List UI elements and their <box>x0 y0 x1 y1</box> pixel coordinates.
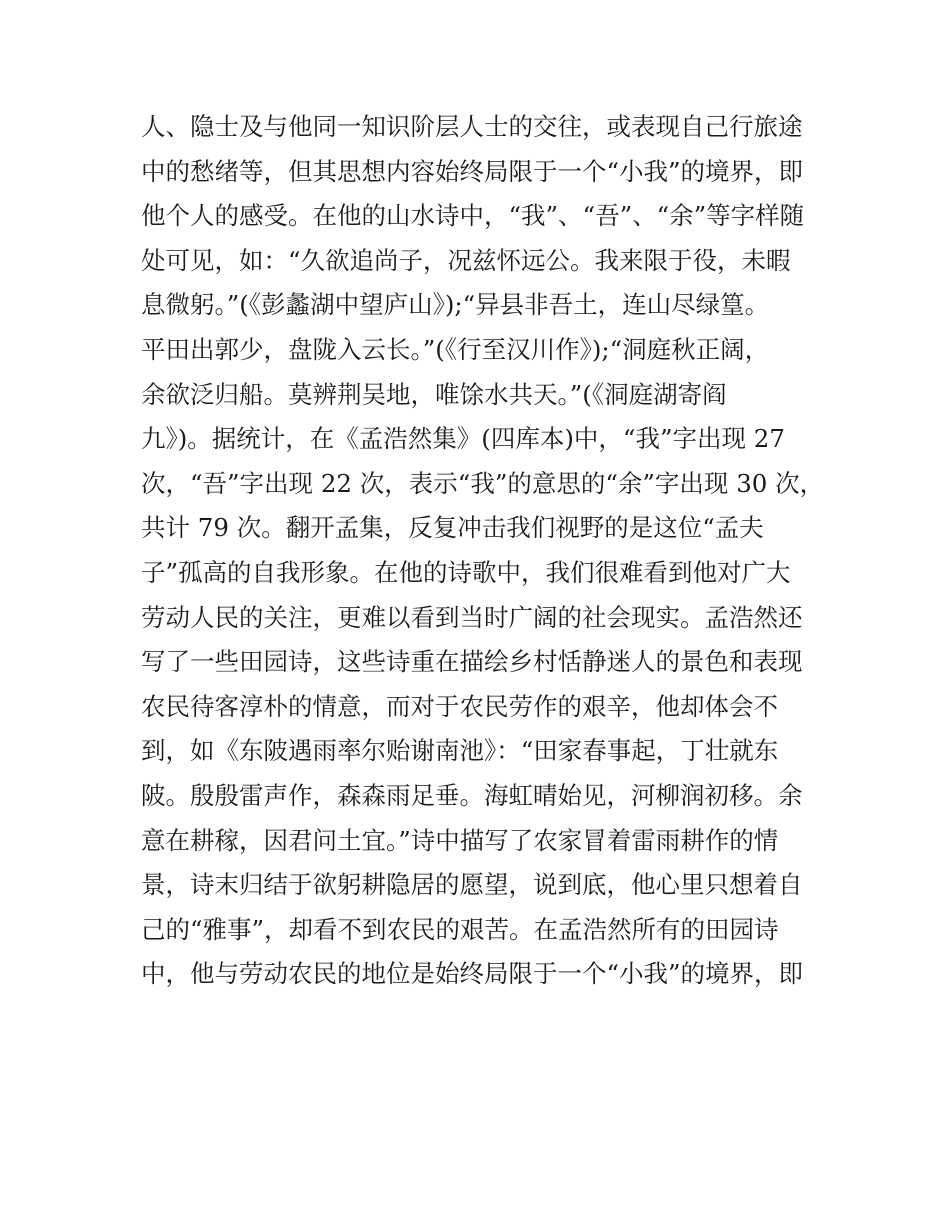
text-line: 共计 79 次。翻开孟集，反复冲击我们视野的是这位“孟夫 <box>141 513 764 543</box>
text-line: 写了一些田园诗，这些诗重在描绘乡村恬静迷人的景色和表现 <box>141 647 803 677</box>
text-line: 中的愁绪等，但其思想内容始终局限于一个“小我”的境界，即 <box>141 156 804 186</box>
text-line: 处可见，如：“久欲追尚子，况兹怀远公。我来限于役，未暇 <box>141 245 791 275</box>
text-line: 余欲泛归船。莫辨荆吴地，唯馀水共天。”(《洞庭湖寄阎 <box>141 379 727 409</box>
text-line: 己的“雅事”，却看不到农民的艰苦。在孟浩然所有的田园诗 <box>141 914 779 944</box>
text-line: 农民待客淳朴的情意，而对于农民劳作的艰辛，他却体会不 <box>141 691 778 721</box>
text-line: 他个人的感受。在他的山水诗中，“我”、“吾”、“余”等字样随 <box>141 201 805 231</box>
body-paragraph <box>141 105 825 997</box>
text-line: 中，他与劳动农民的地位是始终局限于一个“小我”的境界，即 <box>141 959 804 989</box>
text-line: 九》)。据统计，在《孟浩然集》(四库本)中，“我”字出现 27 <box>141 424 785 454</box>
text-line: 到，如《东陂遇雨率尔贻谢南池》：“田家春事起，丁壮就东 <box>141 736 779 766</box>
text-line: 平田出郭少，盘陇入云长。”(《行至汉川作》);“洞庭秋正阔， <box>141 334 770 364</box>
text-line: 息微躬。”(《彭蠡湖中望庐山》);“异县非吾土，连山尽绿篁。 <box>141 290 770 320</box>
text-line: 陂。殷殷雷声作，森森雨足垂。海虹晴始见，河柳润初移。余 <box>141 780 803 810</box>
text-line: 次，“吾”字出现 22 次，表示“我”的意思的“余”字出现 30 次， <box>141 468 825 498</box>
text-line: 意在耕稼，因君问土宜。”诗中描写了农家冒着雷雨耕作的情 <box>141 825 779 855</box>
text-line: 劳动人民的关注，更难以看到当时广阔的社会现实。孟浩然还 <box>141 602 803 632</box>
text-line: 子”孤高的自我形象。在他的诗歌中，我们很难看到他对广大 <box>141 557 791 587</box>
text-line: 人、隐士及与他同一知识阶层人士的交往，或表现自己行旅途 <box>141 112 803 141</box>
text-line: 景，诗末归结于欲躬耕隐居的愿望，说到底，他心里只想着自 <box>141 870 803 900</box>
